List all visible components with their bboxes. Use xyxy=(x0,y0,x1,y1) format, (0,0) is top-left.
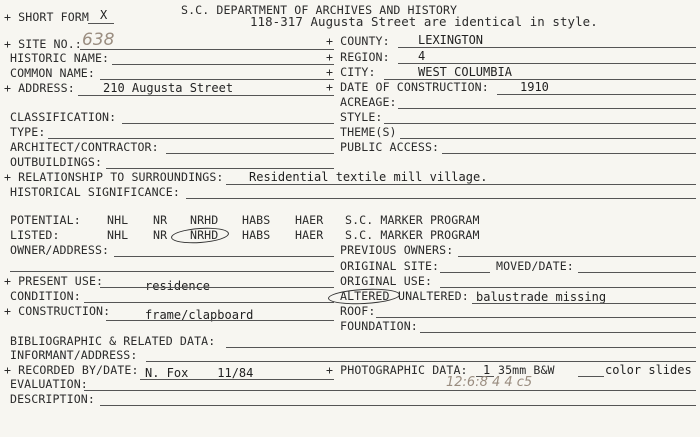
recorded-by-value: N. Fox 11/84 xyxy=(145,366,254,380)
site-no-value: 638 xyxy=(82,30,115,50)
present-use-value: residence xyxy=(145,279,211,293)
short-form-label: + SHORT FORM xyxy=(4,10,89,24)
roof-line xyxy=(376,317,696,318)
relationship-value: Residential textile mill village. xyxy=(249,170,488,184)
altered-line xyxy=(472,303,696,304)
bibliographic-line xyxy=(226,347,696,348)
public-access-label: PUBLIC ACCESS: xyxy=(340,140,440,154)
original-use-label: ORIGINAL USE: xyxy=(340,274,433,288)
address-line xyxy=(78,95,334,96)
outbuildings-label: OUTBUILDINGS: xyxy=(10,155,103,169)
common-name-label: COMMON NAME: xyxy=(10,66,95,80)
date-of-construction-line xyxy=(497,94,696,95)
photographic-qty: 1 xyxy=(483,363,491,377)
acreage-label: ACREAGE: xyxy=(340,95,397,109)
original-site-line xyxy=(440,272,490,273)
condition-line xyxy=(84,302,334,303)
potential-marker: S.C. MARKER PROGRAM xyxy=(345,213,480,227)
foundation-label: FOUNDATION: xyxy=(340,319,418,333)
listed-nhl: NHL xyxy=(107,228,129,242)
type-line xyxy=(48,138,334,139)
relationship-line xyxy=(226,184,696,185)
potential-haer: HAER xyxy=(295,213,324,227)
architect-label: ARCHITECT/CONTRACTOR: xyxy=(10,140,159,154)
unaltered-label: UNALTERED: xyxy=(398,289,469,303)
photographic-color-line xyxy=(578,376,604,377)
date-of-construction-label: + DATE OF CONSTRUCTION: xyxy=(326,80,489,94)
site-no-label: + SITE NO.: xyxy=(4,37,82,51)
description-line xyxy=(100,405,696,406)
construction-line xyxy=(106,320,334,321)
county-label: + COUNTY: xyxy=(326,34,390,48)
historic-name-label: HISTORIC NAME: xyxy=(10,51,110,65)
listed-nr: NR xyxy=(153,228,168,242)
header-note: 118-317 Augusta Street are identical in style. xyxy=(250,14,598,29)
photographic-bw: 35mm B&W xyxy=(498,363,555,377)
construction-label: + CONSTRUCTION: xyxy=(4,304,111,318)
moved-date-label: MOVED/DATE: xyxy=(496,259,574,273)
informant-label: INFORMANT/ADDRESS: xyxy=(10,348,138,362)
date-of-construction-value: 1910 xyxy=(520,80,549,94)
photographic-color: color slides xyxy=(605,363,692,377)
classification-line xyxy=(122,123,334,124)
moved-date-line xyxy=(578,272,696,273)
condition-label: CONDITION: xyxy=(10,289,81,303)
style-label: STYLE: xyxy=(340,110,383,124)
short-form-value: X xyxy=(100,8,108,22)
present-use-line xyxy=(100,287,334,288)
owner-address-label: OWNER/ADDRESS: xyxy=(10,243,110,257)
city-value: WEST COLUMBIA xyxy=(418,65,512,79)
previous-owners-line xyxy=(458,256,696,257)
style-line xyxy=(384,123,696,124)
listed-label: LISTED: xyxy=(10,228,60,242)
common-name-line xyxy=(100,79,334,80)
classification-label: CLASSIFICATION: xyxy=(10,110,117,124)
altered-label: ALTERED xyxy=(340,289,390,303)
potential-habs: HABS xyxy=(242,213,271,227)
bibliographic-label: BIBLIOGRAPHIC & RELATED DATA: xyxy=(10,334,216,348)
acreage-line xyxy=(398,108,696,109)
evaluation-line xyxy=(84,390,696,391)
architect-line xyxy=(166,153,334,154)
listed-haer: HAER xyxy=(295,228,324,242)
evaluation-label: EVALUATION: xyxy=(10,377,88,391)
relationship-label: + RELATIONSHIP TO SURROUNDINGS: xyxy=(4,170,224,184)
site-no-line xyxy=(80,49,334,50)
informant-line xyxy=(146,361,696,362)
address-label: + ADDRESS: xyxy=(4,81,75,95)
present-use-label: + PRESENT USE: xyxy=(4,274,104,288)
construction-value: frame/clapboard xyxy=(145,308,254,322)
region-label: + REGION: xyxy=(326,50,390,64)
historical-significance-line xyxy=(186,198,696,199)
owner-address-line-2 xyxy=(10,271,334,272)
county-value: LEXINGTON xyxy=(418,33,484,47)
owner-address-line xyxy=(114,256,334,257)
recorded-by-label: + RECORDED BY/DATE: xyxy=(4,363,139,377)
listed-habs: HABS xyxy=(242,228,271,242)
historic-name-line xyxy=(112,64,334,65)
photographic-handwritten: 12:6:8 4 4 c5 xyxy=(446,375,533,390)
theme-label: THEME(S) xyxy=(340,125,397,139)
city-label: + CITY: xyxy=(326,65,376,79)
region-line xyxy=(398,63,696,64)
recorded-by-line xyxy=(140,379,334,380)
historical-significance-label: HISTORICAL SIGNIFICANCE: xyxy=(10,185,180,199)
previous-owners-label: PREVIOUS OWNERS: xyxy=(340,243,454,257)
public-access-line xyxy=(442,153,696,154)
short-form-line xyxy=(88,23,114,24)
county-line xyxy=(398,47,696,48)
potential-nr: NR xyxy=(153,213,168,227)
listed-nrhd-circle xyxy=(171,226,230,245)
agency-title: S.C. DEPARTMENT OF ARCHIVES AND HISTORY xyxy=(181,3,458,17)
listed-marker: S.C. MARKER PROGRAM xyxy=(345,228,480,242)
theme-line xyxy=(400,138,696,139)
type-label: TYPE: xyxy=(10,125,46,139)
listed-nrhd: NRHD xyxy=(190,228,219,242)
potential-label: POTENTIAL: xyxy=(10,213,81,227)
address-value: 210 Augusta Street xyxy=(103,81,234,95)
original-site-label: ORIGINAL SITE: xyxy=(340,259,440,273)
altered-value: balustrade missing xyxy=(476,290,607,304)
photographic-data-label: + PHOTOGRAPHIC DATA: xyxy=(326,363,468,377)
outbuildings-line xyxy=(106,168,334,169)
description-label: DESCRIPTION: xyxy=(10,392,95,406)
potential-nrhd: NRHD xyxy=(190,213,219,227)
foundation-line xyxy=(420,332,696,333)
potential-nhl: NHL xyxy=(107,213,129,227)
original-use-line xyxy=(440,287,696,288)
region-value: 4 xyxy=(418,49,426,63)
roof-label: ROOF: xyxy=(340,304,376,318)
